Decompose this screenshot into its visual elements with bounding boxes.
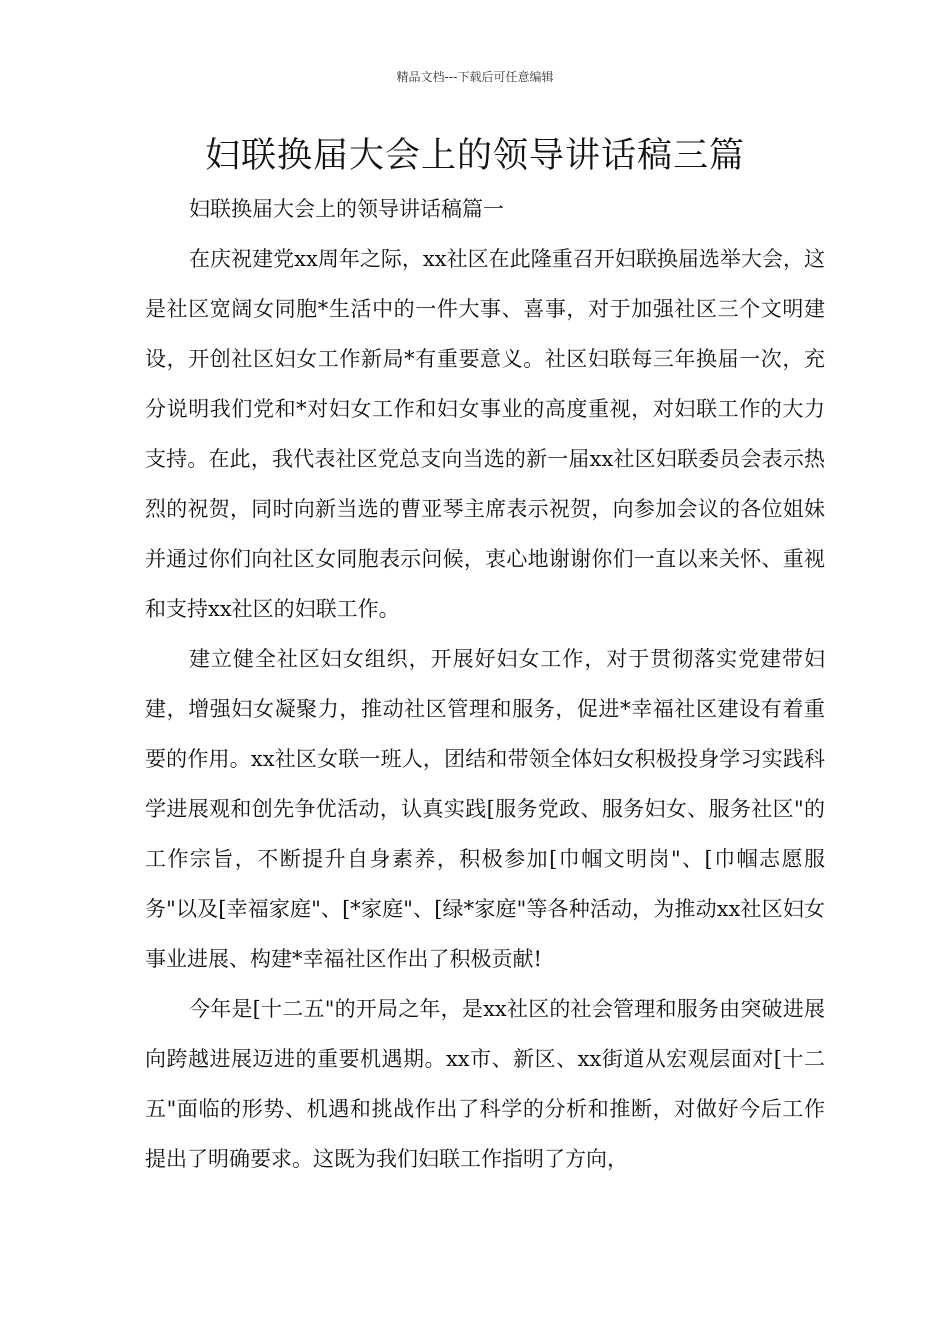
- document-body: [145, 184, 825, 1184]
- section-subtitle: 妇联换届大会上的领导讲话稿篇一: [189, 197, 504, 221]
- paragraph-2: 建立健全社区妇女组织，开展好妇女工作，对于贯彻落实党建带妇建，增强妇女凝聚力，推动社区管理和服务，促进*幸福社区建设有着重要的作用。xx社区女联一班人，团结和带领全体妇女积极投身学习实践科学进展观和创先争优活动，认真实践[服务党政、服务妇女、服务社区"的工作宗旨，不断提升自身素养，积极参加[巾帼文明岗"、[巾帼志愿服务"以及[幸福家庭"、[*家庭"、[绿*家庭"等各种活动，为推动xx社区妇女事业进展、构建*幸福社区作出了积极贡献!: [145, 647, 825, 971]
- paragraph-1: 在庆祝建党xx周年之际，xx社区在此隆重召开妇联换届选举大会，这是社区宽阔女同胞*生活中的一件大事、喜事，对于加强社区三个文明建设，开创社区妇女工作新局*有重要意义。社区妇联每三年换届一次，充分说明我们党和*对妇女工作和妇女事业的高度重视，对妇联工作的大力支持。在此，我代表社区党总支向当选的新一届xx社区妇联委员会表示热烈的祝贺，同时向新当选的曹亚琴主席表示祝贺，向参加会议的各位姐妹并通过你们向社区女同胞表示问候，衷心地谢谢你们一直以来关怀、重视和支持xx社区的妇联工作。: [145, 247, 825, 621]
- document-title: 妇联换届大会上的领导讲话稿三篇: [204, 136, 745, 176]
- header-note: 精品文档---下载后可任意编辑: [396, 70, 554, 84]
- paragraph-3: 今年是[十二五"的开局之年，是xx社区的社会管理和服务由突破进展向跨越进展迈进的重要机遇期。xx市、新区、xx街道从宏观层面对[十二五"面临的形势、机遇和挑战作出了科学的分析和推断，对做好今后工作提出了明确要求。这既为我们妇联工作指明了方向，: [145, 997, 825, 1171]
